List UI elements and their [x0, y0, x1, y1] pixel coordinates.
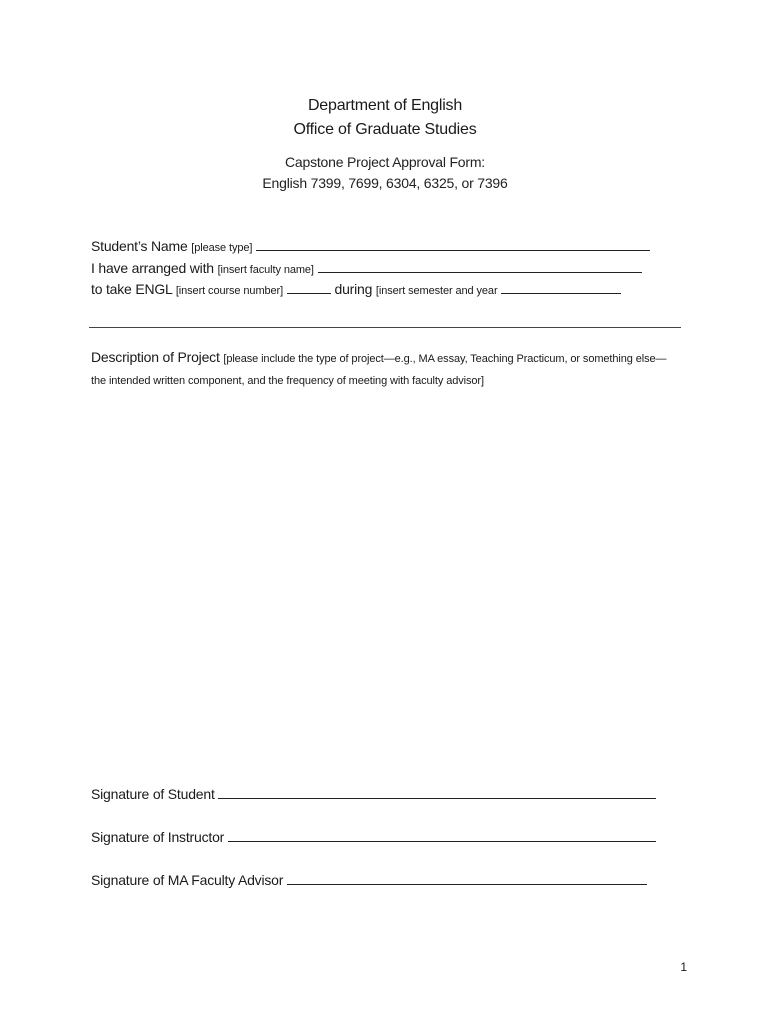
student-name-field[interactable]: [256, 238, 650, 251]
project-description[interactable]: [91, 347, 681, 391]
faculty-name-field[interactable]: [318, 260, 642, 273]
instructor-signature-label: Signature of Instructor: [91, 829, 225, 845]
form-title: Capstone Project Approval Form:: [284, 154, 485, 170]
student-name-row: [91, 236, 691, 258]
course-number-hint: [insert course number]: [175, 285, 284, 297]
form-header: [0, 94, 770, 142]
student-signature-row: [91, 786, 656, 808]
semester-field[interactable]: [501, 281, 621, 294]
take-engl-label: to take ENGL: [91, 281, 173, 297]
advisor-signature-label: Signature of MA Faculty Advisor: [91, 872, 284, 888]
student-signature-field[interactable]: [218, 786, 656, 799]
faculty-name-hint: [insert faculty name]: [217, 263, 314, 276]
page-number: 1: [680, 960, 687, 974]
instructor-signature-field[interactable]: [228, 829, 656, 842]
semester-hint: [insert semester and year: [375, 285, 498, 297]
during-label: during: [334, 281, 373, 297]
student-info-fields: [91, 236, 691, 301]
faculty-name-row: [91, 258, 691, 280]
student-name-label: Student’s Name: [91, 238, 188, 254]
student-name-hint: [please type]: [191, 242, 253, 254]
student-signature-label: Signature of Student: [91, 786, 215, 802]
arranged-label: I have arranged with: [91, 259, 214, 276]
section-divider: [89, 327, 681, 328]
instructor-signature-row: [91, 829, 656, 851]
department-title: Department of English: [307, 97, 463, 114]
advisor-signature-row: [91, 872, 647, 894]
form-subtitle: [0, 152, 770, 194]
advisor-signature-field[interactable]: [287, 872, 647, 885]
course-number-field[interactable]: [287, 281, 331, 294]
description-hint: [please include the type of project—e.g., MA essay, Teaching Practicum, or something else—the intended written component, and the frequency of meeting with faculty advisor]: [91, 353, 667, 387]
course-row: [91, 279, 691, 301]
description-label: Description of Project: [91, 349, 220, 365]
office-title: Office of Graduate Studies: [293, 121, 477, 138]
course-list: English 7399, 7699, 6304, 6325, or 7396: [262, 175, 508, 191]
